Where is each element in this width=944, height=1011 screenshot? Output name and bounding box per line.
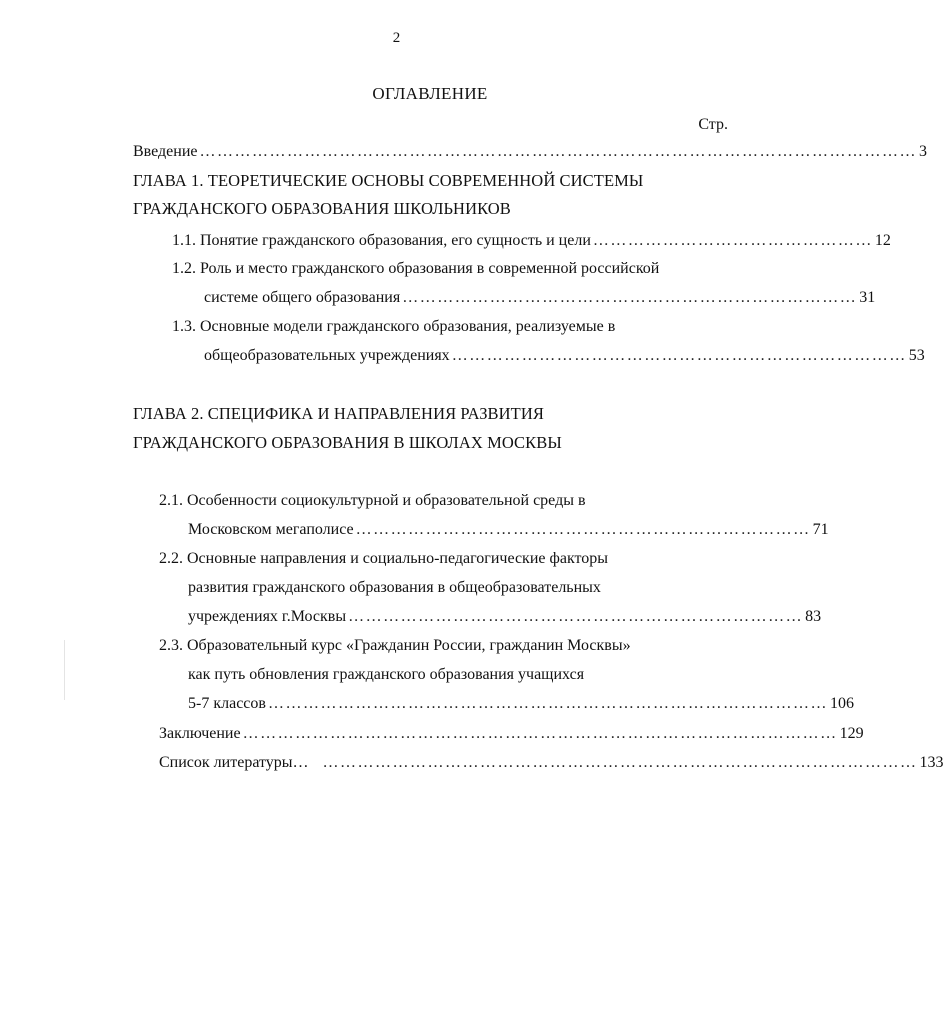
dot-leader: …………………………………………………………………… <box>348 608 804 625</box>
toc-entry-page: 3 <box>919 143 927 160</box>
toc-entry-references <box>159 752 944 774</box>
toc-entry-label: учреждениях г.Москвы <box>188 608 347 625</box>
toc-entry-label: 5-7 классов <box>188 695 266 712</box>
toc-entry-2-1 <box>188 519 829 541</box>
toc-entry-1-3 <box>204 345 925 367</box>
chapter-2-heading: ГЛАВА 2. СПЕЦИФИКА И НАПРАВЛЕНИЯ РАЗВИТИЯ <box>133 404 544 423</box>
dot-leader: …………………………………………………………………………………… <box>267 695 828 712</box>
dot-leader: ………………………………………………………………………………………… <box>322 754 918 771</box>
toc-entry-2-2-line2: развития гражданского образования в общеобразовательных <box>188 579 601 596</box>
toc-entry-page: 31 <box>859 289 876 306</box>
toc-entry-1-1 <box>172 230 891 252</box>
toc-entry-page: 12 <box>874 232 891 249</box>
scan-artifact <box>64 640 65 700</box>
toc-entry-2-2 <box>188 606 822 628</box>
toc-entry-page: 83 <box>805 608 822 625</box>
toc-entry-page: 133 <box>919 754 944 771</box>
toc-entry-page: 71 <box>812 521 829 538</box>
toc-entry-2-3-line1: 2.3. Образовательный курс «Гражданин России, гражданин Москвы» <box>159 637 631 654</box>
page-column-label: Стр. <box>698 116 728 133</box>
toc-entry-2-3 <box>188 693 854 715</box>
toc-entry-page: 53 <box>908 347 925 364</box>
toc-entry-conclusion <box>159 723 864 745</box>
chapter-1-heading: ГЛАВА 1. ТЕОРЕТИЧЕСКИЕ ОСНОВЫ СОВРЕМЕННОЙ СИСТЕМЫ <box>133 171 644 190</box>
toc-entry-1-2 <box>204 287 876 309</box>
chapter-1-heading-cont: ГРАЖДАНСКОГО ОБРАЗОВАНИЯ ШКОЛЬНИКОВ <box>133 199 511 218</box>
dot-leader: …………………………………………………………………… <box>355 521 811 538</box>
toc-entry-label: системе общего образования <box>204 289 401 306</box>
toc-entry-label: 1.1. Понятие гражданского образования, его сущность и цели <box>172 232 591 249</box>
dot-leader: …………………………………………………………………… <box>451 347 907 364</box>
toc-title: ОГЛАВЛЕНИЕ <box>372 84 488 103</box>
toc-entry-2-3-line2: как путь обновления гражданского образования учащихся <box>188 666 585 683</box>
toc-entry-1-2-line1: 1.2. Роль и место гражданского образования в современной российской <box>172 260 660 277</box>
toc-entry-page: 106 <box>829 695 854 712</box>
toc-entry-introduction <box>133 141 927 163</box>
toc-entry-2-2-line1: 2.2. Основные направления и социально-педагогические факторы <box>159 550 609 567</box>
toc-entry-label: Заключение <box>159 725 241 742</box>
toc-entry-label: Московском мегаполисе <box>188 521 354 538</box>
toc-entry-label: общеобразовательных учреждениях <box>204 347 450 364</box>
dot-leader: ………………………………………… <box>592 232 873 249</box>
dot-leader: ………………………………………………………………………………………… <box>242 725 838 742</box>
page-number: 2 <box>392 30 401 46</box>
toc-entry-2-1-line1: 2.1. Особенности социокультурной и образовательной среды в <box>159 492 586 509</box>
toc-entry-label: Введение <box>133 143 198 160</box>
dot-leader: …………………………………………………………………… <box>402 289 858 306</box>
toc-entry-page: 129 <box>839 725 864 742</box>
chapter-2-heading-cont: ГРАЖДАНСКОГО ОБРАЗОВАНИЯ В ШКОЛАХ МОСКВЫ <box>133 433 562 452</box>
toc-entry-label: Список литературы… <box>159 754 309 771</box>
toc-entry-1-3-line1: 1.3. Основные модели гражданского образования, реализуемые в <box>172 318 616 335</box>
dot-leader: …………………………………………………………………………………………………………… <box>199 143 917 160</box>
